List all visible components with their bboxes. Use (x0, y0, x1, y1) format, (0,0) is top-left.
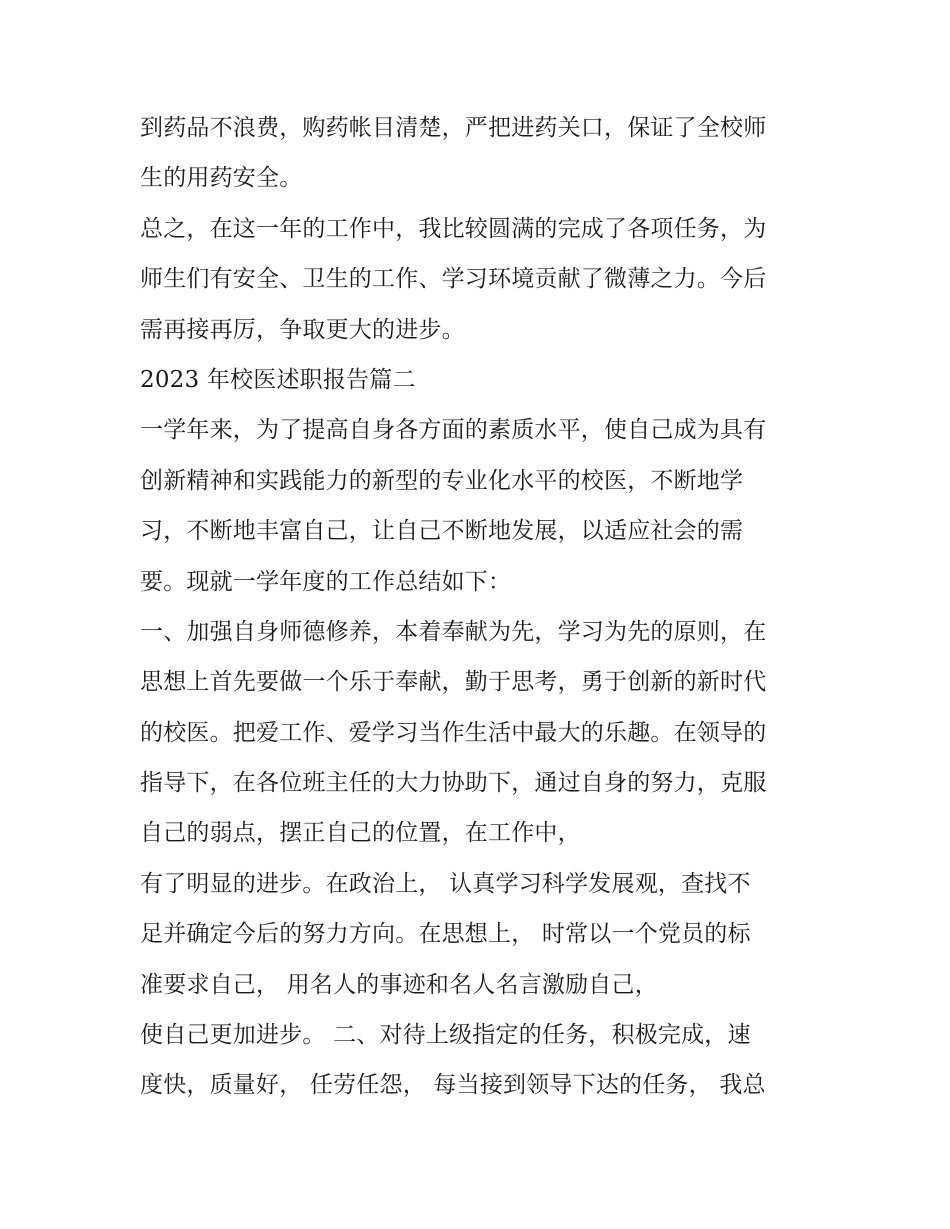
text-line: 思想上首先要做一个乐于奉献，勤于思考，勇于创新的新时代 (140, 669, 767, 696)
text-line: 师生们有安全、卫生的工作、学习环境贡献了微薄之力。今后 (140, 266, 767, 293)
text-line: 要。现就一学年度的工作总结如下： (140, 568, 512, 595)
text-line: 指导下，在各位班主任的大力协助下，通过自身的努力，克服 (140, 770, 767, 797)
text-line: 准要求自己， 用名人的事迹和名人名言激励自己， (140, 971, 658, 998)
text-line: 的校医。把爱工作、爱学习当作生活中最大的乐趣。在领导的 (140, 719, 767, 746)
text-line: 习，不断地丰富自己，让自己不断地发展，以适应社会的需 (140, 518, 744, 545)
text-line: 到药品不浪费，购药帐目清楚，严把进药关口，保证了全校师 (140, 115, 767, 141)
text-line: 自己的弱点，摆正自己的位置，在工作中， (140, 820, 581, 847)
text-line: 需再接再厉，争取更大的进步。 (140, 316, 465, 343)
text-line: 生的用药安全。 (140, 165, 303, 192)
text-line: 一、加强自身师德修养，本着奉献为先，学习为先的原则，在 (140, 618, 767, 645)
document-body (140, 103, 840, 1111)
text-line: 度快，质量好， 任劳任怨， 每当接到领导下达的任务， 我总 (140, 1072, 766, 1099)
text-line: 使自己更加进步。 二、对待上级指定的任务，积极完成，速 (140, 1022, 751, 1049)
section-heading: 2023 年校医述职报告篇二 (140, 366, 416, 393)
text-line: 足并确定今后的努力方向。在思想上， 时常以一个党员的标 (140, 921, 751, 948)
text-line: 总之，在这一年的工作中，我比较圆满的完成了各项任务，为 (140, 215, 767, 242)
text-line: 一学年来，为了提高自身各方面的素质水平，使自己成为具有 (140, 417, 767, 444)
text-line: 创新精神和实践能力的新型的专业化水平的校医，不断地学 (140, 467, 744, 494)
text-line: 有了明显的进步。在政治上， 认真学习科学发展观，查找不 (140, 870, 751, 897)
